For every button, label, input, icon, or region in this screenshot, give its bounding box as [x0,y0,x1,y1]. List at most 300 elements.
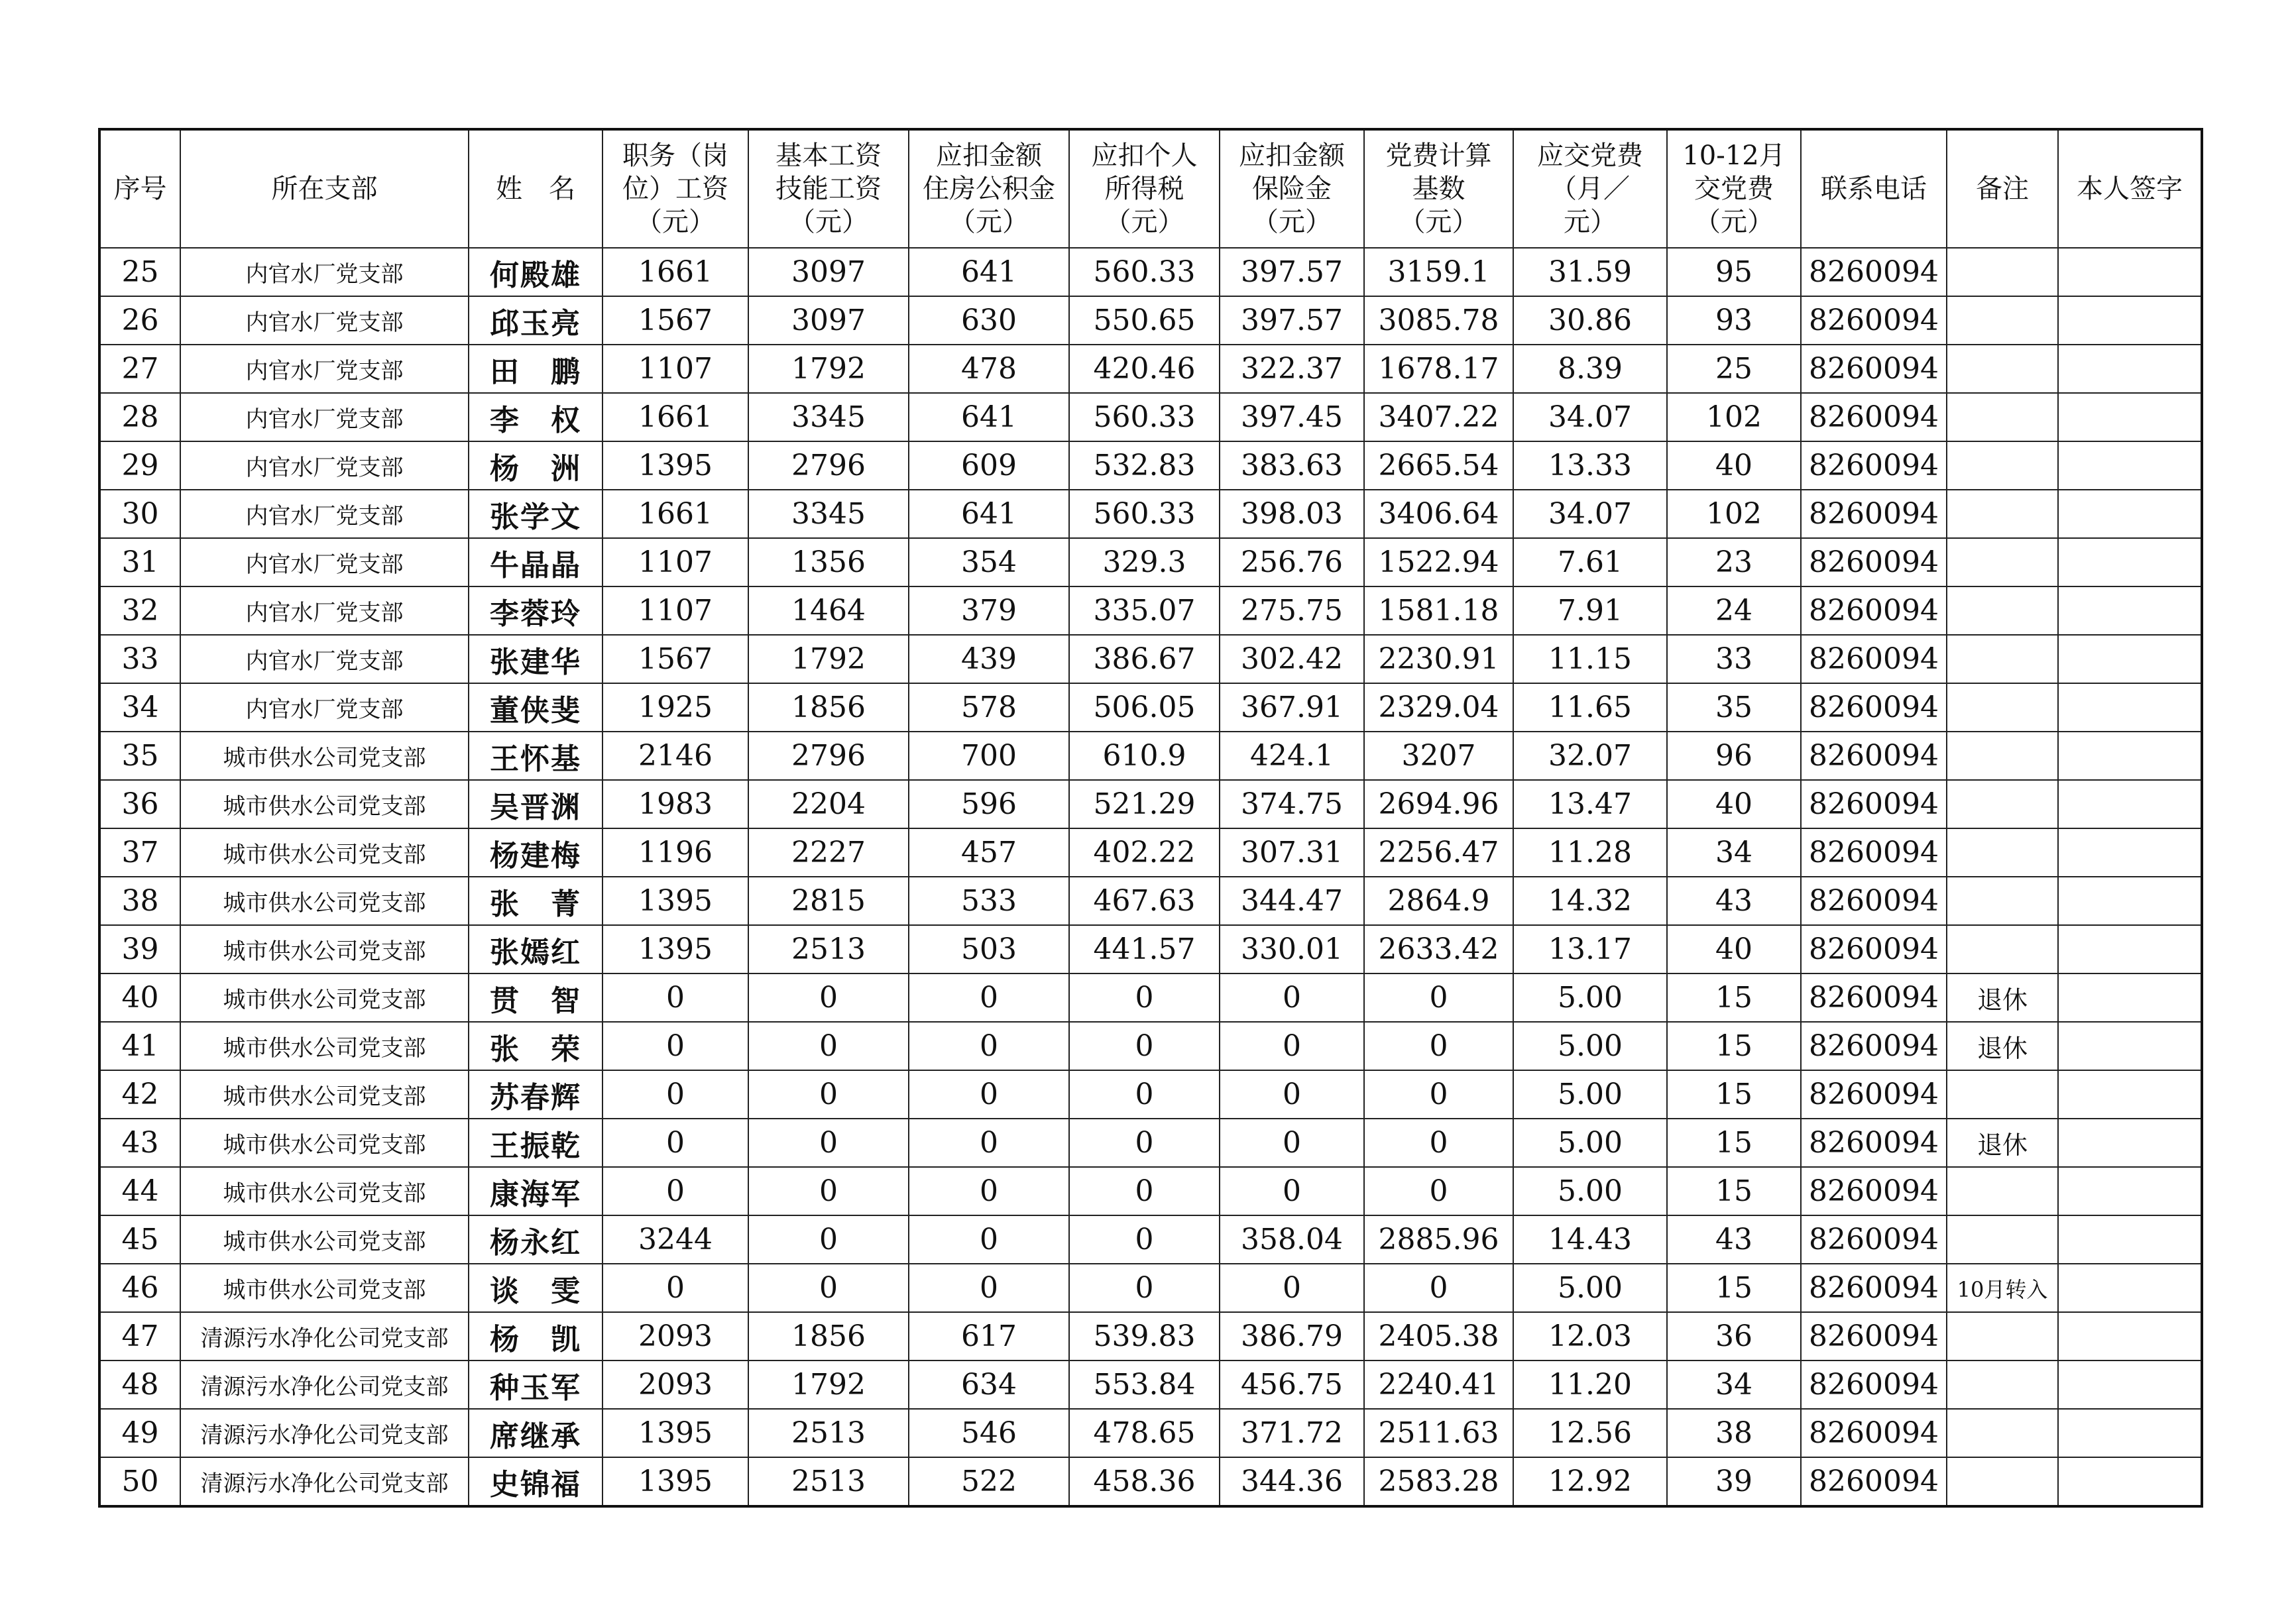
cell-branch: 城市供水公司党支部 [180,925,469,973]
cell-name: 谈 雯 [469,1264,603,1312]
cell-remark [1947,248,2058,296]
cell-branch: 内官水厂党支部 [180,248,469,296]
cell-post-salary: 2146 [603,732,748,780]
cell-branch: 内官水厂党支部 [180,635,469,683]
cell-income-tax: 467.63 [1069,877,1220,925]
cell-fee-base: 2329.04 [1364,683,1513,732]
cell-remark [1947,732,2058,780]
cell-q4-fee: 15 [1667,1119,1801,1167]
cell-insurance: 456.75 [1220,1361,1364,1409]
cell-basic-salary: 0 [748,973,909,1022]
cell-signature [2058,635,2202,683]
cell-remark: 退休 [1947,1119,2058,1167]
cell-name: 王振乾 [469,1119,603,1167]
cell-name: 李 权 [469,393,603,441]
cell-q4-fee: 36 [1667,1312,1801,1361]
cell-housing-fund: 641 [909,393,1069,441]
cell-name: 张 荣 [469,1022,603,1070]
cell-post-salary: 1395 [603,1409,748,1457]
cell-seq: 28 [99,393,180,441]
cell-phone: 8260094 [1801,393,1947,441]
column-header-line: 元） [1564,207,1617,237]
table-row [99,683,2202,732]
cell-signature [2058,1022,2202,1070]
cell-branch: 城市供水公司党支部 [180,732,469,780]
cell-phone: 8260094 [1801,345,1947,393]
cell-name: 苏春辉 [469,1070,603,1119]
cell-insurance: 322.37 [1220,345,1364,393]
cell-insurance: 424.1 [1220,732,1364,780]
cell-phone: 8260094 [1801,1119,1947,1167]
cell-name: 董侠斐 [469,683,603,732]
cell-signature [2058,296,2202,345]
cell-signature [2058,393,2202,441]
cell-fee-base: 2694.96 [1364,780,1513,828]
cell-insurance: 0 [1220,1070,1364,1119]
cell-phone: 8260094 [1801,780,1947,828]
cell-income-tax: 402.22 [1069,828,1220,877]
cell-income-tax: 0 [1069,973,1220,1022]
column-header-line: 应扣金额 [936,140,1042,171]
cell-insurance: 383.63 [1220,441,1364,490]
table-header-row [99,129,2202,248]
cell-fee-base: 0 [1364,1022,1513,1070]
cell-remark [1947,490,2058,538]
column-header-line: 职务（岗 [622,140,728,171]
cell-post-salary: 0 [603,1167,748,1215]
cell-signature [2058,828,2202,877]
cell-income-tax: 560.33 [1069,393,1220,441]
cell-name: 种玉军 [469,1361,603,1409]
cell-post-salary: 1567 [603,296,748,345]
table-row [99,1167,2202,1215]
cell-branch: 城市供水公司党支部 [180,1215,469,1264]
cell-branch: 城市供水公司党支部 [180,877,469,925]
cell-q4-fee: 23 [1667,538,1801,586]
cell-q4-fee: 95 [1667,248,1801,296]
cell-name: 席继承 [469,1409,603,1457]
column-header-line: 10-12月 [1682,140,1786,171]
cell-seq: 36 [99,780,180,828]
cell-name: 康海军 [469,1167,603,1215]
cell-seq: 35 [99,732,180,780]
cell-monthly-fee: 13.17 [1513,925,1667,973]
cell-branch: 内官水厂党支部 [180,345,469,393]
cell-signature [2058,1361,2202,1409]
cell-monthly-fee: 11.65 [1513,683,1667,732]
cell-q4-fee: 102 [1667,393,1801,441]
cell-income-tax: 420.46 [1069,345,1220,393]
cell-income-tax: 550.65 [1069,296,1220,345]
table-row [99,441,2202,490]
cell-monthly-fee: 5.00 [1513,1167,1667,1215]
cell-fee-base: 3207 [1364,732,1513,780]
cell-seq: 37 [99,828,180,877]
cell-fee-base: 2240.41 [1364,1361,1513,1409]
cell-name: 牛晶晶 [469,538,603,586]
cell-q4-fee: 15 [1667,973,1801,1022]
column-header-seq [99,129,180,248]
table-row [99,925,2202,973]
cell-phone: 8260094 [1801,1457,1947,1506]
cell-q4-fee: 34 [1667,1361,1801,1409]
cell-branch: 城市供水公司党支部 [180,1264,469,1312]
cell-seq: 41 [99,1022,180,1070]
cell-remark [1947,1167,2058,1215]
cell-housing-fund: 0 [909,1119,1069,1167]
cell-basic-salary: 1792 [748,635,909,683]
cell-income-tax: 0 [1069,1264,1220,1312]
cell-q4-fee: 102 [1667,490,1801,538]
cell-signature [2058,345,2202,393]
cell-signature [2058,1070,2202,1119]
cell-post-salary: 0 [603,1070,748,1119]
cell-housing-fund: 0 [909,973,1069,1022]
cell-post-salary: 1983 [603,780,748,828]
cell-monthly-fee: 11.28 [1513,828,1667,877]
cell-seq: 42 [99,1070,180,1119]
cell-monthly-fee: 5.00 [1513,1070,1667,1119]
table-row [99,1409,2202,1457]
cell-phone: 8260094 [1801,1361,1947,1409]
cell-name: 王怀基 [469,732,603,780]
cell-name: 杨 洲 [469,441,603,490]
cell-seq: 34 [99,683,180,732]
column-header-phone [1801,129,1947,248]
cell-seq: 31 [99,538,180,586]
cell-remark [1947,1409,2058,1457]
cell-seq: 29 [99,441,180,490]
cell-fee-base: 3085.78 [1364,296,1513,345]
cell-signature [2058,925,2202,973]
cell-fee-base: 0 [1364,1264,1513,1312]
cell-basic-salary: 0 [748,1215,909,1264]
cell-remark [1947,1312,2058,1361]
table-row [99,1457,2202,1506]
column-header-line: 联系电话 [1821,174,1927,204]
cell-housing-fund: 630 [909,296,1069,345]
cell-seq: 27 [99,345,180,393]
cell-fee-base: 1522.94 [1364,538,1513,586]
cell-remark [1947,877,2058,925]
column-header-line: 基数 [1412,174,1465,204]
cell-post-salary: 1661 [603,248,748,296]
cell-income-tax: 0 [1069,1119,1220,1167]
cell-remark [1947,635,2058,683]
cell-name: 杨 凯 [469,1312,603,1361]
column-header-line: （元） [1694,207,1774,237]
cell-q4-fee: 38 [1667,1409,1801,1457]
cell-seq: 50 [99,1457,180,1506]
cell-insurance: 0 [1220,1264,1364,1312]
cell-q4-fee: 25 [1667,345,1801,393]
cell-housing-fund: 596 [909,780,1069,828]
cell-housing-fund: 457 [909,828,1069,877]
cell-signature [2058,538,2202,586]
cell-monthly-fee: 34.07 [1513,490,1667,538]
cell-remark [1947,345,2058,393]
cell-seq: 25 [99,248,180,296]
cell-monthly-fee: 31.59 [1513,248,1667,296]
cell-signature [2058,1167,2202,1215]
cell-remark [1947,393,2058,441]
cell-basic-salary: 2513 [748,925,909,973]
cell-housing-fund: 0 [909,1215,1069,1264]
cell-insurance: 275.75 [1220,586,1364,635]
cell-seq: 49 [99,1409,180,1457]
cell-signature [2058,1215,2202,1264]
cell-monthly-fee: 14.32 [1513,877,1667,925]
cell-insurance: 0 [1220,1119,1364,1167]
cell-branch: 城市供水公司党支部 [180,828,469,877]
cell-housing-fund: 522 [909,1457,1069,1506]
cell-phone: 8260094 [1801,296,1947,345]
cell-phone: 8260094 [1801,1070,1947,1119]
cell-remark [1947,441,2058,490]
cell-name: 吴晋渊 [469,780,603,828]
column-header-line: 保险金 [1252,174,1332,204]
cell-income-tax: 610.9 [1069,732,1220,780]
column-header-line: 位）工资 [622,174,728,204]
cell-post-salary: 0 [603,1022,748,1070]
cell-income-tax: 532.83 [1069,441,1220,490]
cell-remark [1947,780,2058,828]
cell-income-tax: 458.36 [1069,1457,1220,1506]
cell-remark [1947,1070,2058,1119]
column-header-remark [1947,129,2058,248]
column-header-housing-fund [909,129,1069,248]
cell-monthly-fee: 5.00 [1513,1264,1667,1312]
column-header-income-tax [1069,129,1220,248]
cell-basic-salary: 3097 [748,248,909,296]
cell-insurance: 358.04 [1220,1215,1364,1264]
cell-insurance: 374.75 [1220,780,1364,828]
column-header-basic-salary [748,129,909,248]
column-header-fee-base [1364,129,1513,248]
cell-post-salary: 1395 [603,441,748,490]
cell-q4-fee: 40 [1667,925,1801,973]
cell-housing-fund: 546 [909,1409,1069,1457]
cell-name: 张嫣红 [469,925,603,973]
cell-remark [1947,538,2058,586]
column-header-line: 基本工资 [775,140,882,171]
cell-fee-base: 3407.22 [1364,393,1513,441]
cell-basic-salary: 2513 [748,1409,909,1457]
cell-fee-base: 0 [1364,1070,1513,1119]
cell-branch: 内官水厂党支部 [180,683,469,732]
cell-phone: 8260094 [1801,828,1947,877]
column-header-line: 所得税 [1104,174,1184,204]
cell-basic-salary: 0 [748,1022,909,1070]
cell-housing-fund: 0 [909,1264,1069,1312]
cell-basic-salary: 1856 [748,683,909,732]
cell-name: 杨永红 [469,1215,603,1264]
cell-basic-salary: 2796 [748,441,909,490]
cell-post-salary: 1107 [603,345,748,393]
cell-insurance: 256.76 [1220,538,1364,586]
cell-basic-salary: 1464 [748,586,909,635]
column-header-line: 应扣金额 [1239,140,1345,171]
table-row [99,1119,2202,1167]
cell-income-tax: 0 [1069,1167,1220,1215]
cell-signature [2058,683,2202,732]
cell-q4-fee: 39 [1667,1457,1801,1506]
cell-basic-salary: 1856 [748,1312,909,1361]
cell-insurance: 344.47 [1220,877,1364,925]
cell-seq: 40 [99,973,180,1022]
cell-fee-base: 1678.17 [1364,345,1513,393]
cell-signature [2058,732,2202,780]
table-row [99,1070,2202,1119]
table-row [99,877,2202,925]
cell-signature [2058,1312,2202,1361]
cell-monthly-fee: 32.07 [1513,732,1667,780]
cell-fee-base: 2665.54 [1364,441,1513,490]
cell-income-tax: 521.29 [1069,780,1220,828]
cell-monthly-fee: 12.03 [1513,1312,1667,1361]
cell-monthly-fee: 11.20 [1513,1361,1667,1409]
column-header-line: （元） [1252,207,1332,237]
cell-phone: 8260094 [1801,1409,1947,1457]
cell-post-salary: 0 [603,1264,748,1312]
cell-basic-salary: 2227 [748,828,909,877]
cell-fee-base: 2230.91 [1364,635,1513,683]
cell-name: 张学文 [469,490,603,538]
cell-remark [1947,296,2058,345]
cell-phone: 8260094 [1801,1215,1947,1264]
cell-name: 邱玉亮 [469,296,603,345]
cell-basic-salary: 1792 [748,1361,909,1409]
table-row [99,393,2202,441]
cell-fee-base: 2583.28 [1364,1457,1513,1506]
cell-signature [2058,973,2202,1022]
table-row [99,1312,2202,1361]
cell-q4-fee: 15 [1667,1070,1801,1119]
cell-seq: 32 [99,586,180,635]
cell-income-tax: 553.84 [1069,1361,1220,1409]
cell-phone: 8260094 [1801,586,1947,635]
cell-branch: 城市供水公司党支部 [180,1022,469,1070]
cell-phone: 8260094 [1801,877,1947,925]
cell-housing-fund: 0 [909,1167,1069,1215]
cell-monthly-fee: 13.47 [1513,780,1667,828]
cell-branch: 清源污水净化公司党支部 [180,1409,469,1457]
table-row [99,828,2202,877]
column-header-monthly-fee [1513,129,1667,248]
cell-housing-fund: 617 [909,1312,1069,1361]
cell-housing-fund: 478 [909,345,1069,393]
cell-q4-fee: 15 [1667,1167,1801,1215]
cell-insurance: 330.01 [1220,925,1364,973]
column-header-line: （元） [789,207,868,237]
cell-phone: 8260094 [1801,683,1947,732]
cell-remark: 退休 [1947,1022,2058,1070]
column-header-signature [2058,129,2202,248]
cell-remark [1947,1457,2058,1506]
column-header-line: 姓 名 [496,174,575,204]
cell-post-salary: 1196 [603,828,748,877]
cell-income-tax: 560.33 [1069,248,1220,296]
cell-fee-base: 1581.18 [1364,586,1513,635]
cell-signature [2058,780,2202,828]
column-header-line: 应交党费 [1537,140,1643,171]
cell-monthly-fee: 8.39 [1513,345,1667,393]
cell-phone: 8260094 [1801,1167,1947,1215]
column-header-line: 党费计算 [1385,140,1492,171]
cell-signature [2058,1409,2202,1457]
cell-insurance: 397.57 [1220,248,1364,296]
cell-income-tax: 329.3 [1069,538,1220,586]
cell-insurance: 0 [1220,973,1364,1022]
cell-fee-base: 2405.38 [1364,1312,1513,1361]
column-header-line: 备注 [1976,174,2029,204]
column-header-line: 应扣个人 [1091,140,1198,171]
cell-fee-base: 2885.96 [1364,1215,1513,1264]
cell-income-tax: 478.65 [1069,1409,1220,1457]
cell-basic-salary: 2796 [748,732,909,780]
cell-fee-base: 2633.42 [1364,925,1513,973]
cell-post-salary: 1661 [603,490,748,538]
cell-insurance: 398.03 [1220,490,1364,538]
table-row [99,1361,2202,1409]
cell-branch: 清源污水净化公司党支部 [180,1457,469,1506]
cell-income-tax: 0 [1069,1022,1220,1070]
cell-signature [2058,490,2202,538]
table-row [99,732,2202,780]
cell-q4-fee: 34 [1667,828,1801,877]
cell-basic-salary: 0 [748,1167,909,1215]
cell-q4-fee: 43 [1667,1215,1801,1264]
cell-basic-salary: 2204 [748,780,909,828]
column-header-line: 序号 [113,174,167,204]
cell-housing-fund: 641 [909,248,1069,296]
cell-seq: 46 [99,1264,180,1312]
cell-post-salary: 2093 [603,1361,748,1409]
cell-insurance: 397.57 [1220,296,1364,345]
cell-post-salary: 1395 [603,925,748,973]
cell-monthly-fee: 12.56 [1513,1409,1667,1457]
cell-housing-fund: 700 [909,732,1069,780]
cell-basic-salary: 3345 [748,393,909,441]
column-header-line: （元） [1104,207,1184,237]
cell-seq: 38 [99,877,180,925]
cell-insurance: 397.45 [1220,393,1364,441]
cell-fee-base: 2864.9 [1364,877,1513,925]
table-row [99,586,2202,635]
cell-remark [1947,925,2058,973]
cell-branch: 城市供水公司党支部 [180,1070,469,1119]
cell-housing-fund: 354 [909,538,1069,586]
cell-branch: 内官水厂党支部 [180,490,469,538]
cell-name: 李蓉玲 [469,586,603,635]
table-row [99,1264,2202,1312]
column-header-line: （元） [949,207,1029,237]
cell-seq: 45 [99,1215,180,1264]
cell-monthly-fee: 5.00 [1513,1022,1667,1070]
cell-basic-salary: 0 [748,1119,909,1167]
cell-income-tax: 335.07 [1069,586,1220,635]
cell-signature [2058,1119,2202,1167]
cell-seq: 33 [99,635,180,683]
cell-name: 张建华 [469,635,603,683]
cell-insurance: 371.72 [1220,1409,1364,1457]
cell-phone: 8260094 [1801,441,1947,490]
cell-remark [1947,586,2058,635]
cell-basic-salary: 3097 [748,296,909,345]
cell-phone: 8260094 [1801,248,1947,296]
cell-fee-base: 2256.47 [1364,828,1513,877]
cell-phone: 8260094 [1801,1264,1947,1312]
